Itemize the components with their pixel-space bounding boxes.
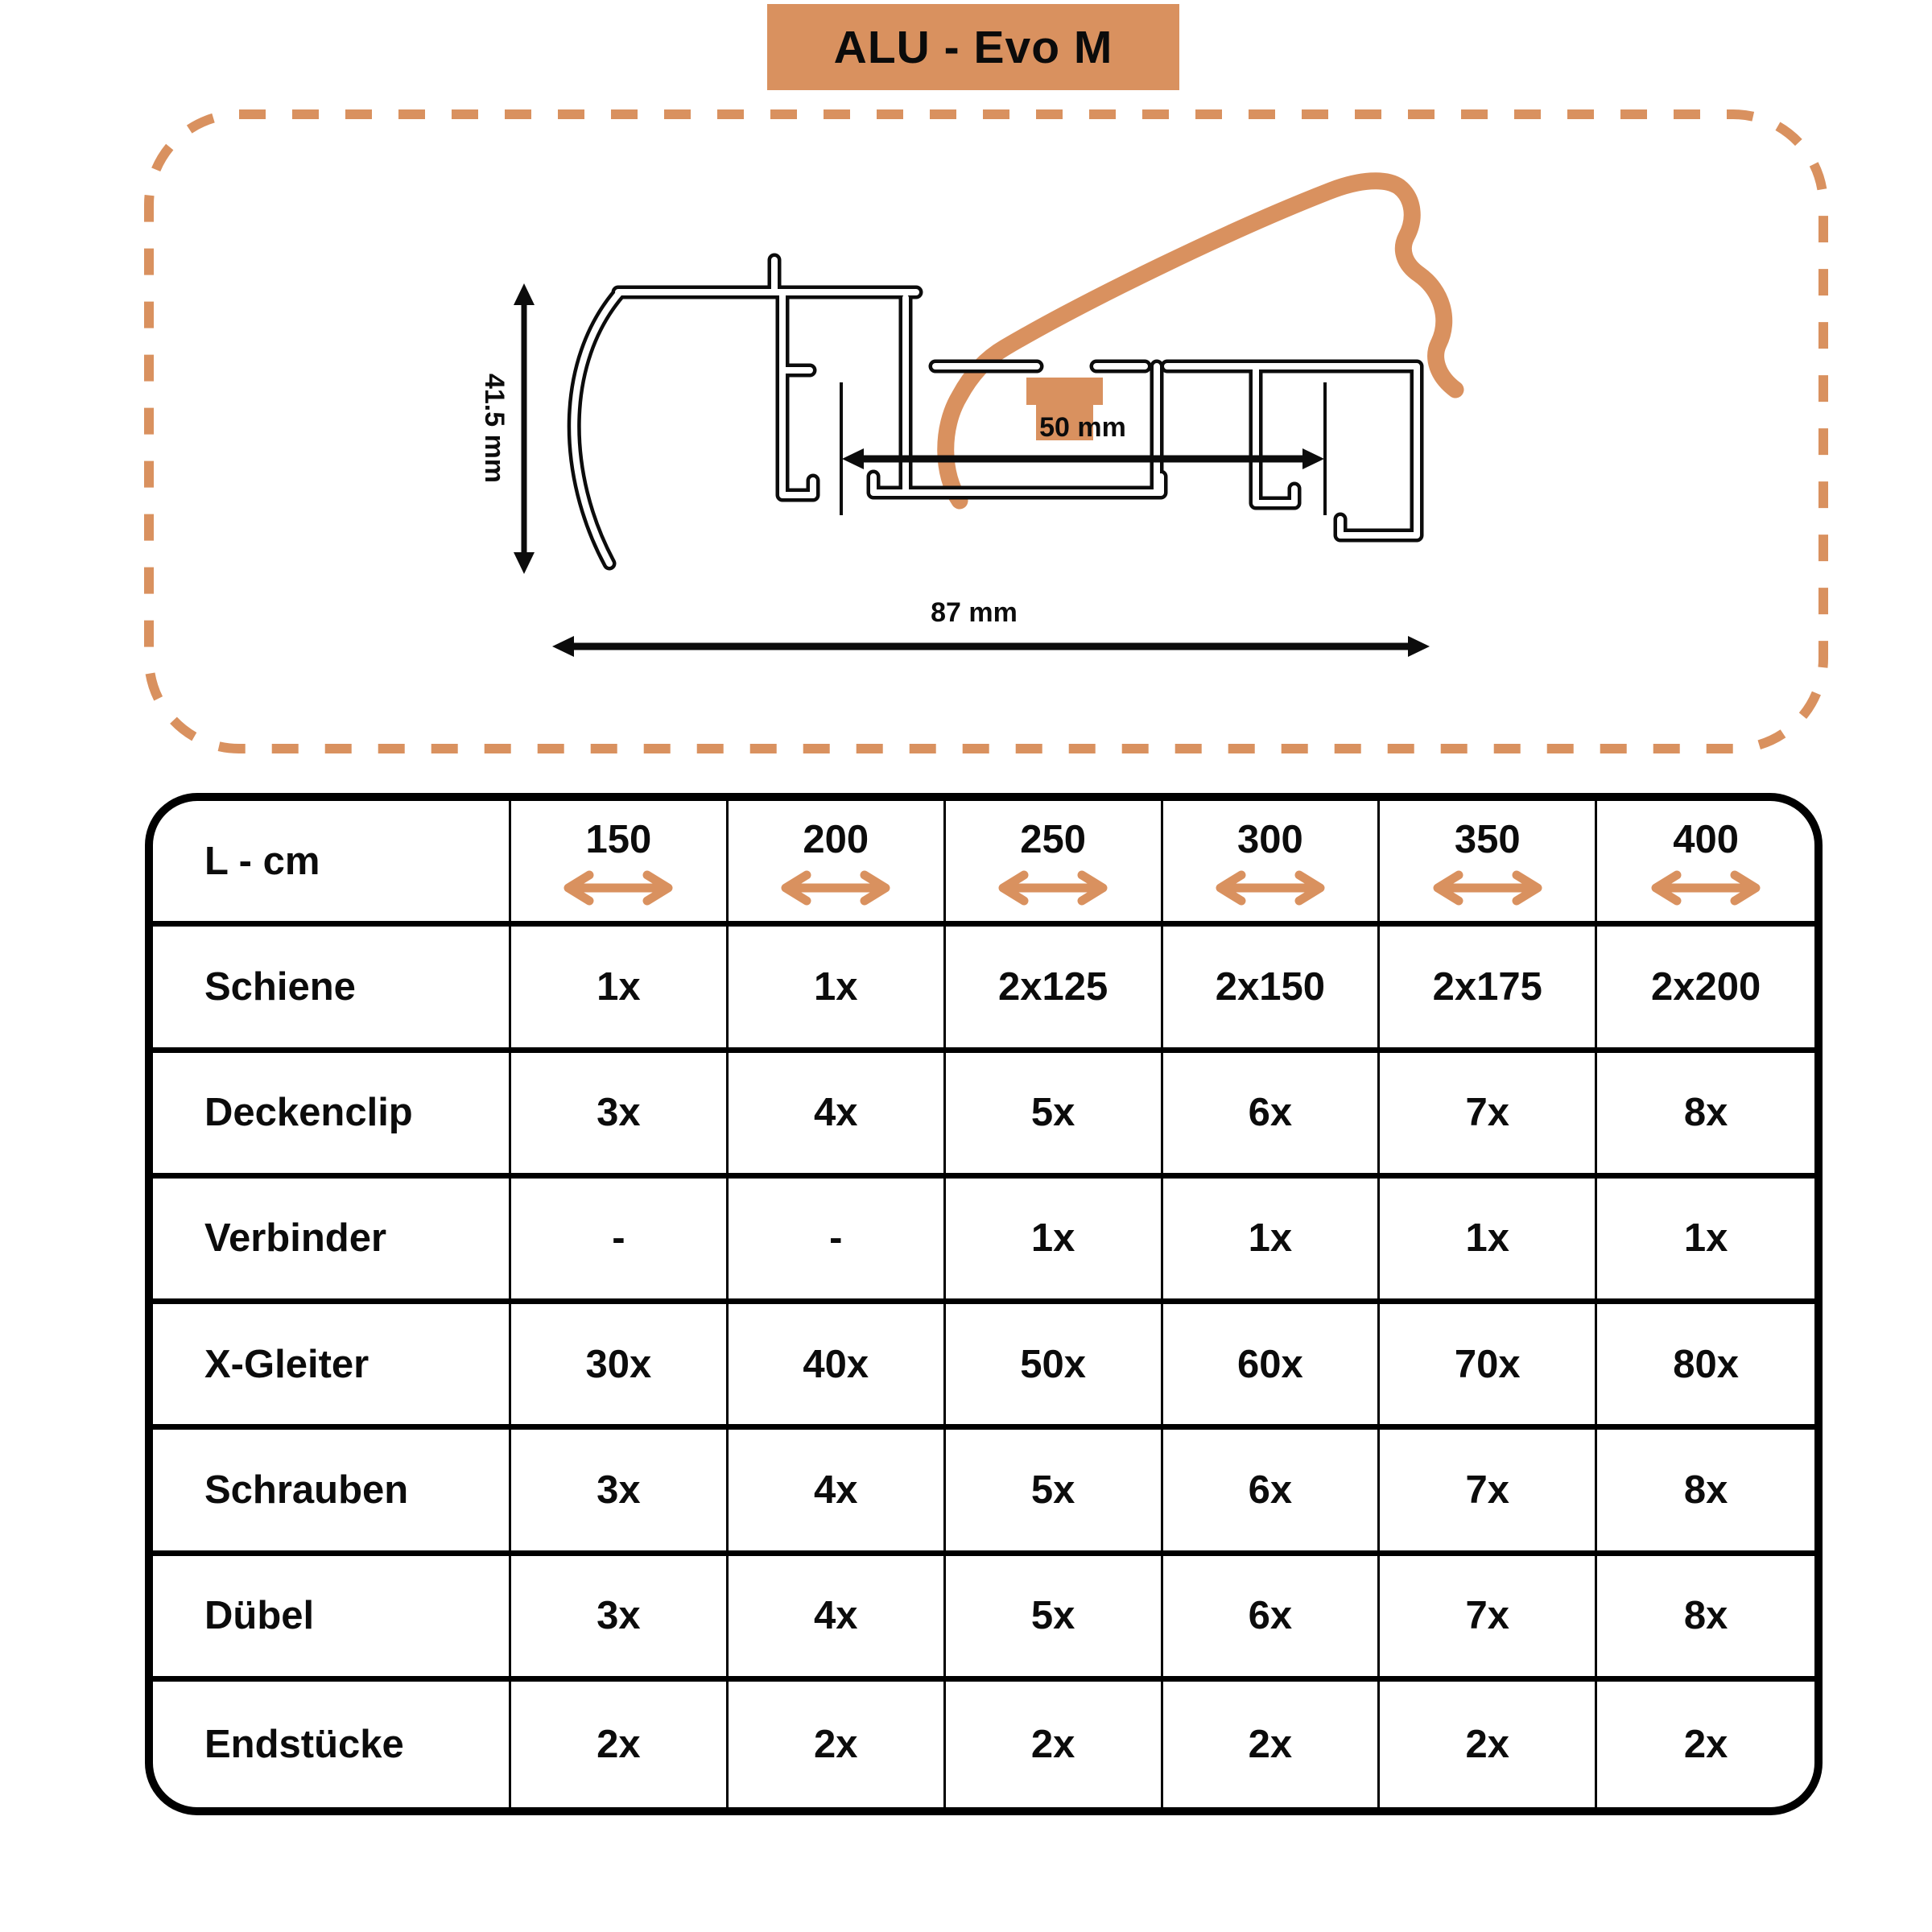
cell-x-gleiter-200	[729, 1304, 946, 1430]
cell-value-text: 50x	[1020, 1342, 1086, 1386]
row-label-verbinder	[153, 1179, 511, 1304]
cell-value-text: -	[612, 1216, 625, 1261]
cell-value-text: 6x	[1248, 1468, 1293, 1512]
cell-value-text: 1x	[1248, 1216, 1293, 1261]
product-title-badge	[767, 4, 1179, 90]
column-header-150	[511, 801, 729, 927]
cell-x-gleiter-250	[946, 1304, 1163, 1430]
length-arrow-icon	[774, 869, 897, 906]
cell-dübel-250	[946, 1556, 1163, 1682]
profile-diagram	[121, 97, 1852, 765]
cell-value-text: -	[829, 1216, 843, 1261]
cell-x-gleiter-300	[1163, 1304, 1381, 1430]
cell-value-text: 8x	[1683, 1594, 1728, 1638]
dim-height	[479, 283, 535, 574]
cell-value-text: 2x	[1248, 1722, 1293, 1766]
row-label-text: Deckenclip	[204, 1091, 413, 1135]
cell-endstücke-150	[511, 1682, 729, 1807]
cell-value-text: 6x	[1248, 1091, 1293, 1135]
cell-schrauben-250	[946, 1430, 1163, 1555]
cell-value-text: 1x	[813, 964, 858, 1009]
cell-value-text: 80x	[1673, 1342, 1739, 1386]
cell-verbinder-350	[1380, 1179, 1597, 1304]
cell-value-text: 1x	[1683, 1216, 1728, 1261]
row-label-schiene	[153, 927, 511, 1052]
header-label-text: L - cm	[204, 839, 320, 883]
dashed-frame	[149, 114, 1823, 749]
row-label-text: Schrauben	[204, 1468, 409, 1512]
cell-endstücke-350	[1380, 1682, 1597, 1807]
cell-schrauben-200	[729, 1430, 946, 1555]
cell-dübel-150	[511, 1556, 729, 1682]
cell-schiene-350	[1380, 927, 1597, 1052]
cell-value-text: 1x	[1465, 1216, 1509, 1261]
cell-value-text: 6x	[1248, 1594, 1293, 1638]
column-header-300	[1163, 801, 1381, 927]
cell-dübel-200	[729, 1556, 946, 1682]
row-label-text: Schiene	[204, 964, 356, 1009]
row-label-schrauben	[153, 1430, 511, 1555]
row-label-deckenclip	[153, 1053, 511, 1179]
cell-value-text: 40x	[803, 1342, 869, 1386]
cell-value-text: 2x	[813, 1722, 858, 1766]
column-header-text: 300	[1237, 818, 1303, 862]
cell-value-text: 7x	[1465, 1594, 1509, 1638]
cell-value-text: 4x	[813, 1594, 858, 1638]
cell-value-text: 5x	[1030, 1594, 1075, 1638]
cell-deckenclip-300	[1163, 1053, 1381, 1179]
cell-deckenclip-350	[1380, 1053, 1597, 1179]
length-arrow-icon	[992, 869, 1114, 906]
column-header-label	[153, 801, 511, 927]
cell-endstücke-250	[946, 1682, 1163, 1807]
cell-verbinder-400	[1597, 1179, 1814, 1304]
cell-value-text: 2x200	[1650, 964, 1761, 1009]
cell-x-gleiter-150	[511, 1304, 729, 1430]
cell-endstücke-400	[1597, 1682, 1814, 1807]
cell-deckenclip-200	[729, 1053, 946, 1179]
row-label-text: Dübel	[204, 1594, 315, 1638]
cell-dübel-400	[1597, 1556, 1814, 1682]
length-arrow-icon	[1426, 869, 1549, 906]
dim-height-label: 41.5 mm	[479, 373, 510, 484]
row-label-text: X-Gleiter	[204, 1342, 369, 1386]
cell-verbinder-150	[511, 1179, 729, 1304]
row-label-endstücke	[153, 1682, 511, 1807]
cell-x-gleiter-350	[1380, 1304, 1597, 1430]
cell-deckenclip-150	[511, 1053, 729, 1179]
dim-width-label: 87 mm	[931, 597, 1018, 628]
cell-value-text: 2x	[1030, 1722, 1075, 1766]
cell-endstücke-300	[1163, 1682, 1381, 1807]
cell-value-text: 3x	[597, 1468, 641, 1512]
length-arrow-icon	[557, 869, 679, 906]
column-header-250	[946, 801, 1163, 927]
row-label-dübel	[153, 1556, 511, 1682]
cell-value-text: 2x150	[1215, 964, 1326, 1009]
cell-value-text: 70x	[1454, 1342, 1521, 1386]
cell-schiene-300	[1163, 927, 1381, 1052]
dim-inner-label: 50 mm	[1039, 412, 1126, 443]
dim-width	[552, 597, 1430, 657]
cell-schiene-250	[946, 927, 1163, 1052]
cell-value-text: 7x	[1465, 1091, 1509, 1135]
cell-schrauben-150	[511, 1430, 729, 1555]
cell-deckenclip-250	[946, 1053, 1163, 1179]
column-header-text: 350	[1454, 818, 1521, 862]
cell-dübel-350	[1380, 1556, 1597, 1682]
cell-value-text: 2x125	[997, 964, 1108, 1009]
column-header-text: 400	[1673, 818, 1739, 862]
column-header-200	[729, 801, 946, 927]
cell-value-text: 4x	[813, 1468, 858, 1512]
row-label-x-gleiter	[153, 1304, 511, 1430]
cell-value-text: 5x	[1030, 1468, 1075, 1512]
cell-schiene-400	[1597, 927, 1814, 1052]
cell-schrauben-400	[1597, 1430, 1814, 1555]
column-header-text: 150	[585, 818, 652, 862]
product-title: ALU - Evo M	[833, 21, 1113, 73]
cell-dübel-300	[1163, 1556, 1381, 1682]
cell-value-text: 8x	[1683, 1468, 1728, 1512]
cell-value-text: 1x	[1030, 1216, 1075, 1261]
cell-value-text: 2x175	[1432, 964, 1542, 1009]
length-arrow-icon	[1645, 869, 1767, 906]
cell-value-text: 7x	[1465, 1468, 1509, 1512]
cell-deckenclip-400	[1597, 1053, 1814, 1179]
cell-verbinder-300	[1163, 1179, 1381, 1304]
cell-schiene-150	[511, 927, 729, 1052]
cell-value-text: 5x	[1030, 1091, 1075, 1135]
cell-verbinder-250	[946, 1179, 1163, 1304]
rail-profile-hollow	[574, 260, 1417, 564]
cell-schrauben-300	[1163, 1430, 1381, 1555]
cell-value-text: 3x	[597, 1594, 641, 1638]
rail-profile-outline	[574, 260, 1417, 564]
cell-value-text: 8x	[1683, 1091, 1728, 1135]
cell-value-text: 2x	[1465, 1722, 1509, 1766]
row-label-text: Endstücke	[204, 1722, 404, 1766]
column-header-text: 200	[803, 818, 869, 862]
row-label-text: Verbinder	[204, 1216, 387, 1261]
cell-value-text: 3x	[597, 1091, 641, 1135]
cell-verbinder-200	[729, 1179, 946, 1304]
cell-schrauben-350	[1380, 1430, 1597, 1555]
length-arrow-icon	[1209, 869, 1331, 906]
cell-value-text: 2x	[597, 1722, 641, 1766]
cell-value-text: 30x	[585, 1342, 652, 1386]
column-header-text: 250	[1020, 818, 1086, 862]
parts-table	[145, 793, 1823, 1815]
cell-value-text: 4x	[813, 1091, 858, 1135]
curtain-wave	[946, 181, 1455, 501]
cell-schiene-200	[729, 927, 946, 1052]
column-header-400	[1597, 801, 1814, 927]
cell-x-gleiter-400	[1597, 1304, 1814, 1430]
cell-endstücke-200	[729, 1682, 946, 1807]
column-header-350	[1380, 801, 1597, 927]
cell-value-text: 2x	[1683, 1722, 1728, 1766]
cell-value-text: 60x	[1237, 1342, 1303, 1386]
parts-table-grid	[153, 801, 1814, 1807]
cell-value-text: 1x	[597, 964, 641, 1009]
